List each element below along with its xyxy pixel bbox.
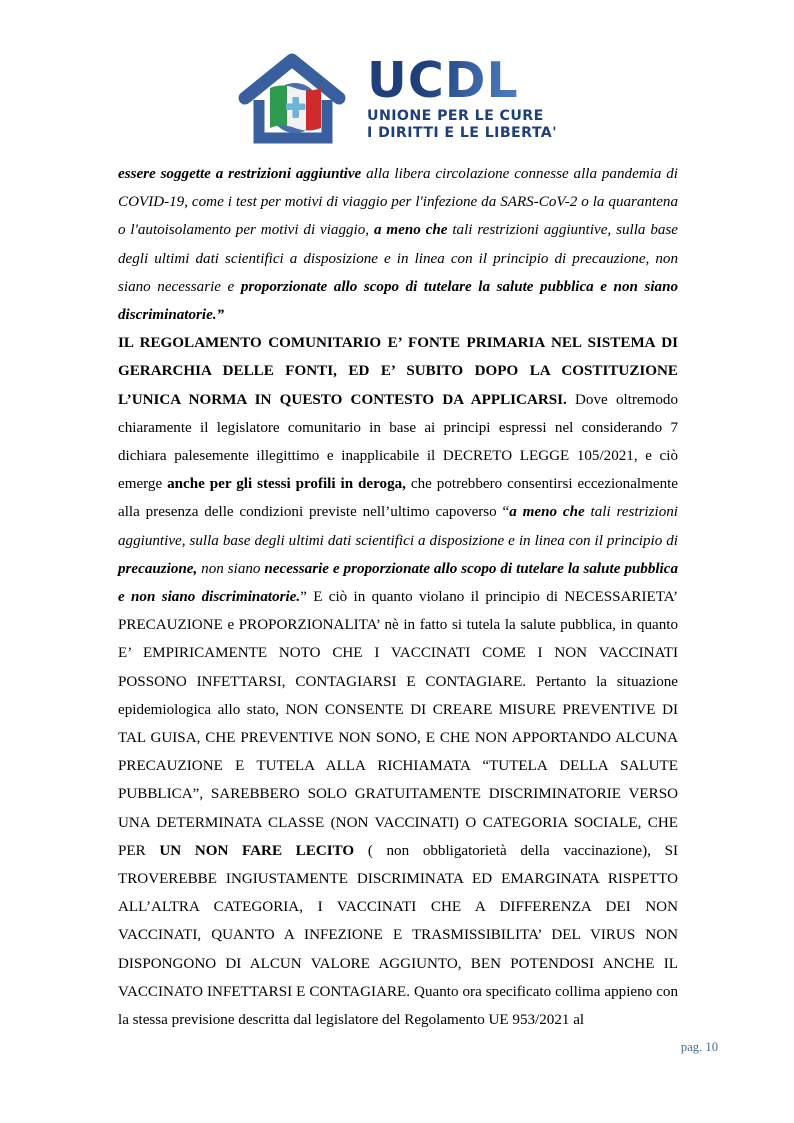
document-header-logo	[0, 52, 794, 144]
text-run: alla libera circolazione connesse alla pandemia di COVID-19, come i test per motivi di viaggio per l'infezione da SARS-CoV-2 o la quarantena o l'autoisolamento per motivi di viaggio,	[118, 166, 678, 239]
text-run: proporzionate allo scopo di tutelare la salute pubblica e non siano discriminatorie.”	[118, 278, 679, 324]
text-run: anche per gli stessi profili in deroga,	[167, 476, 406, 493]
logo-tagline	[367, 108, 557, 142]
text-run: a meno che	[509, 504, 585, 521]
logo-acronym: UCDL	[367, 57, 557, 105]
logo-tagline-line-1: UNIONE PER LE CURE	[367, 107, 544, 124]
text-run: necessarie e proporzionate allo scopo di tutelare la salute pubblica e non siano discriminatorie.	[118, 560, 678, 606]
document-body	[118, 160, 678, 1034]
text-run: UN NON FARE LECITO	[159, 842, 355, 859]
paragraph-main-argument	[118, 329, 678, 1034]
text-run: ( non obbligatorietà della vaccinazione), SI TROVEREBBE INGIUSTAMENTE DISCRIMINATA ED EMARGINATA RISPETTO ALL’ALTRA CATEGORIA, I VACCINATI CHE A DIFFERENZA DEI NON VACCINATI, QUANTO A INFEZIONE E TRASMISSIBILITA’ DEL VIRUS NON DISPONGONO DI ALCUN VALORE AGGIUNTO, BEN POTENDOSI ANCHE IL VACCINATO INFETTARSI E CONTAGIARE. Quanto ora specificato collima appieno con la stessa previsione descritta dal legislatore del Regolamento UE 953/2021 al	[118, 842, 678, 1029]
logo-tagline-line-2: I DIRITTI E LE LIBERTA'	[367, 124, 557, 141]
text-run: tali restrizioni aggiuntive, sulla base degli ultimi dati scientifici a disposizione e in linea con il principio di	[118, 504, 678, 549]
text-run: tali restrizioni aggiuntive, sulla base degli ultimi dati scientifici a disposizione e in linea con il principio di precauzione, non siano necessarie e	[118, 222, 678, 295]
page-number-footer: pag. 10	[680, 1040, 718, 1054]
text-run: che potrebbero consentirsi eccezionalmente alla presenza delle condizioni previste nell’ultimo capoverso “	[118, 476, 679, 521]
logo-lockup	[237, 52, 557, 144]
text-run: ” E ciò in quanto violano il principio di NECESSARIETA’ PRECAUZIONE e PROPORZIONALITA’ nè in fatto si tutela la salute pubblica, in quanto E’ EMPIRICAMENTE NOTO CHE I VACCINATI COME I NON VACCINATI POSSONO INFETTARSI, CONTAGIARSI E CONTAGIARE. Pertanto la situazione epidemiologica allo stato, NON CONSENTE DI CREARE MISURE PREVENTIVE DI TAL GUISA, CHE PREVENTIVE NON SONO, E CHE NON APPORTANDO ALCUNA PRECAUZIONE E TUTELA ALLA RICHIAMATA “TUTELA DELLA SALUTE PUBBLICA”, SAREBBERO SOLO GRATUITAMENTE DISCRIMINATORIE VERSO UNA DETERMINATA CLASSE (NON VACCINATI) O CATEGORIA SOCIALE, CHE PER	[118, 589, 678, 859]
text-run: a meno che	[373, 222, 448, 239]
text-run-heading-caps: IL REGOLAMENTO COMUNITARIO E’ FONTE PRIMARIA NEL SISTEMA DI GERARCHIA DELLE FONTI, ED E’ SUBITO DOPO LA COSTITUZIONE L’UNICA NORMA IN QUESTO CONTESTO DA APPLICARSI.	[118, 335, 678, 408]
paragraph-quoted-regulation	[118, 160, 678, 329]
text-run: essere soggette a restrizioni aggiuntive	[118, 166, 362, 182]
text-run: non siano	[197, 560, 265, 577]
house-with-italian-flag-and-medical-cross-icon	[237, 52, 355, 144]
logo-wordmark	[367, 51, 557, 142]
text-run: Dove oltremodo chiaramente il legislatore comunitario in base ai principi espressi nel considerando 7 dichiara palesemente illegittimo e inapplicabile il DECRETO LEGGE 105/2021, e ciò emerge	[118, 391, 678, 493]
text-run: precauzione,	[118, 560, 198, 577]
